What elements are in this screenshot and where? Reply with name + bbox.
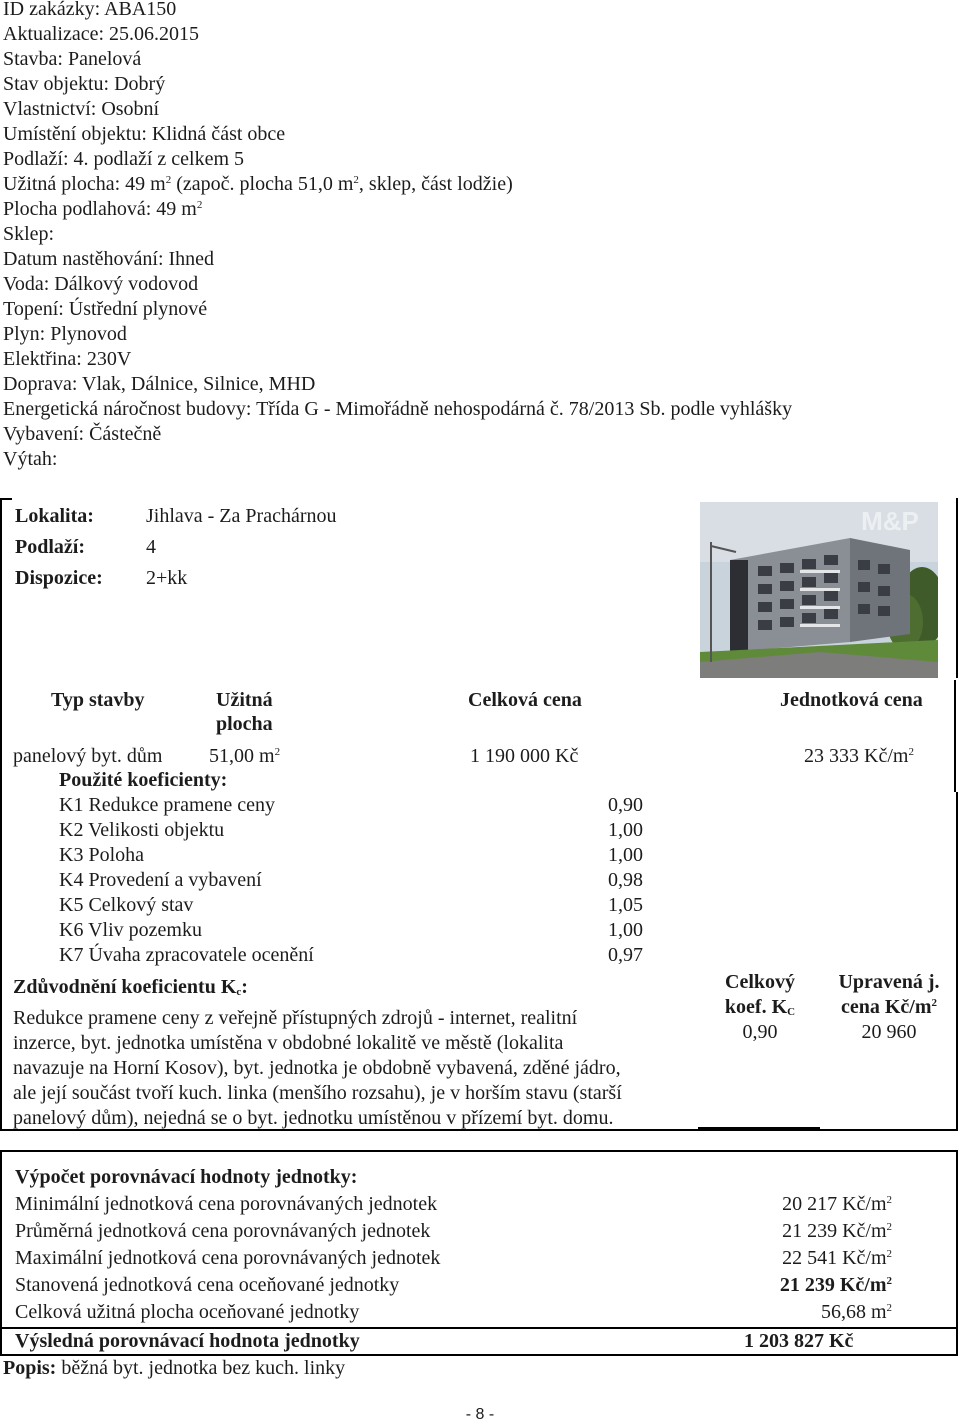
frame-left-border: [0, 498, 2, 1130]
calc-row-value: 21 239 $Kč/m^2$: [782, 1220, 892, 1242]
header-line-update: Aktualizace: 25.06.2015: [3, 23, 200, 45]
frame-right-border-bottom: [956, 792, 958, 1130]
justification-line: panelový dům), nejedná se o byt. jednotku umístěnou v přízemí byt. domu.: [13, 1107, 614, 1129]
koef-bottom-border: [698, 1127, 820, 1129]
coef-value: 0,98: [608, 869, 643, 891]
coef-value: 1,00: [608, 844, 643, 866]
calc-row-label: Minimální jednotková cena porovnávaných jednotek: [15, 1193, 438, 1215]
header-line-electricity: Elektřina: 230V: [3, 348, 132, 370]
header-line-ownership: Vlastnictví: Osobní: [3, 98, 160, 120]
justification-line: inzerce, byt. jednotka umístěna v obdobné lokalitě ve městě (lokalita: [13, 1032, 564, 1054]
calc-row-label: Průměrná jednotková cena porovnávaných jednotek: [15, 1220, 431, 1242]
coef-title: Použité koeficienty:: [59, 769, 228, 791]
frame-right-border-top: [956, 498, 958, 678]
row-celkova: 1 190 000 Kč: [470, 745, 579, 767]
watermark-logo: M&P: [861, 506, 919, 536]
row-jednotkova: 23 333 $Kč/m^2$: [804, 745, 914, 767]
header-line-state: Stav objektu: Dobrý: [3, 73, 166, 95]
popis-line: Popis: běžná byt. jednotka bez kuch. linky: [3, 1357, 346, 1379]
justification-line: ale její součást tvoří kuch. linka (menšího rozsahu), je v horším stavu (starší: [13, 1082, 622, 1104]
coef-value: 1,00: [608, 819, 643, 841]
celkovy-koef-header-1: Celkový: [725, 971, 795, 993]
header-line-gas: Plyn: Plynovod: [3, 323, 127, 345]
th-plocha-1: Užitná: [216, 689, 273, 711]
th-celkova: Celková cena: [468, 689, 582, 711]
upravena-header-1: Upravená j.: [838, 971, 940, 993]
calc-top-border: [0, 1150, 958, 1152]
lokalita-label: Lokalita:: [15, 505, 94, 527]
calc-left-border: [0, 1150, 2, 1355]
th-typ: Typ stavby: [51, 689, 145, 711]
frame-right-border-mid: [954, 680, 956, 792]
calc-row-value: 56,68 $m^2$: [820, 1301, 892, 1323]
header-line-placement: Umístění objektu: Klidná část obce: [3, 123, 286, 145]
coef-value: 1,05: [608, 894, 643, 916]
header-line-elevator: Výtah:: [3, 448, 58, 470]
podlazi-label: Podlaží:: [15, 536, 85, 558]
calc-right-border: [956, 1150, 958, 1355]
header-line-floor: Podlaží: 4. podlaží z celkem 5: [3, 148, 245, 170]
header-line-area: Užitná plocha: 49 $m^2$ (započ. plocha 51,0 $m^2$, sklep, část lodžie): [3, 173, 513, 195]
coef-value: 0,90: [608, 794, 643, 816]
dispozice-label: Dispozice:: [15, 567, 103, 589]
upravena-header-2: cena $Kč/m^2$: [840, 996, 938, 1018]
row-typ: panelový byt. dům: [13, 745, 163, 767]
frame-top-tick: [0, 498, 12, 500]
coef-value: 1,00: [608, 919, 643, 941]
building-photo: [700, 502, 938, 678]
coef-label: K7 Úvaha zpracovatele ocenění: [59, 944, 314, 966]
header-line-equipment: Vybavení: Částečně: [3, 423, 162, 445]
header-line-move-in: Datum nastěhování: Ihned: [3, 248, 215, 270]
justification-title: Zdůvodnění koeficientu $K_c$:: [13, 976, 248, 998]
th-plocha-2: plocha: [216, 713, 273, 735]
upravena-value: 20 960: [861, 1021, 917, 1043]
th-jednotkova: Jednotková cena: [780, 689, 923, 711]
calc-row-value-bold: 21 239 $Kč/m^2$: [779, 1274, 892, 1296]
result-label: Výsledná porovnávací hodnota jednotky: [15, 1330, 360, 1352]
coef-label: K5 Celkový stav: [59, 894, 194, 916]
row-plocha: 51,00 $m^2$: [209, 745, 281, 767]
header-line-heating: Topení: Ústřední plynové: [3, 298, 208, 320]
calc-row-value: 22 541 $Kč/m^2$: [782, 1247, 892, 1269]
header-line-cellar: Sklep:: [3, 223, 55, 245]
header-line-floor-area: Plocha podlahová: 49 $m^2$: [3, 198, 203, 220]
calc-row-value: 20 217 $Kč/m^2$: [782, 1193, 892, 1215]
header-line-energy: Energetická náročnost budovy: Třída G - Mimořádně nehospodárná č. 78/2013 Sb. podle vyhlášky: [3, 398, 793, 420]
calc-row-label: Stanovená jednotková cena oceňované jednotky: [15, 1274, 400, 1296]
lokalita-value: Jihlava - Za Prachárnou: [146, 505, 337, 527]
dispozice-value: 2+kk: [146, 567, 188, 589]
justification-line: Redukce pramene ceny z veřejně přístupných zdrojů - internet, realitní: [13, 1007, 578, 1029]
coef-label: K6 Vliv pozemku: [59, 919, 202, 941]
header-line-build: Stavba: Panelová: [3, 48, 142, 70]
justification-line: navazuje na Horní Kosov), byt. jednotka je obdobně vybavená, zděné jádro,: [13, 1057, 621, 1079]
podlazi-value: 4: [146, 536, 156, 558]
calc-row-label: Maximální jednotková cena porovnávaných jednotek: [15, 1247, 441, 1269]
calc-row-label: Celková užitná plocha oceňované jednotky: [15, 1301, 360, 1323]
header-line-id: ID zakázky: ABA150: [3, 0, 177, 20]
coef-label: K2 Velikosti objektu: [59, 819, 225, 841]
page-number: - 8 -: [465, 1406, 495, 1423]
celkovy-koef-header-2: koef. $K_C$: [724, 996, 796, 1018]
table-bottom-border: [0, 1129, 958, 1131]
celkovy-koef-value: 0,90: [742, 1021, 778, 1043]
result-value: 1 203 827 Kč: [744, 1330, 854, 1352]
calc-title: Výpočet porovnávací hodnoty jednotky:: [15, 1166, 358, 1188]
header-line-transport: Doprava: Vlak, Dálnice, Silnice, MHD: [3, 373, 316, 395]
coef-label: K3 Poloha: [59, 844, 144, 866]
coef-label: K4 Provedení a vybavení: [59, 869, 262, 891]
coef-label: K1 Redukce pramene ceny: [59, 794, 276, 816]
coef-value: 0,97: [608, 944, 643, 966]
header-line-water: Voda: Dálkový vodovod: [3, 273, 199, 295]
